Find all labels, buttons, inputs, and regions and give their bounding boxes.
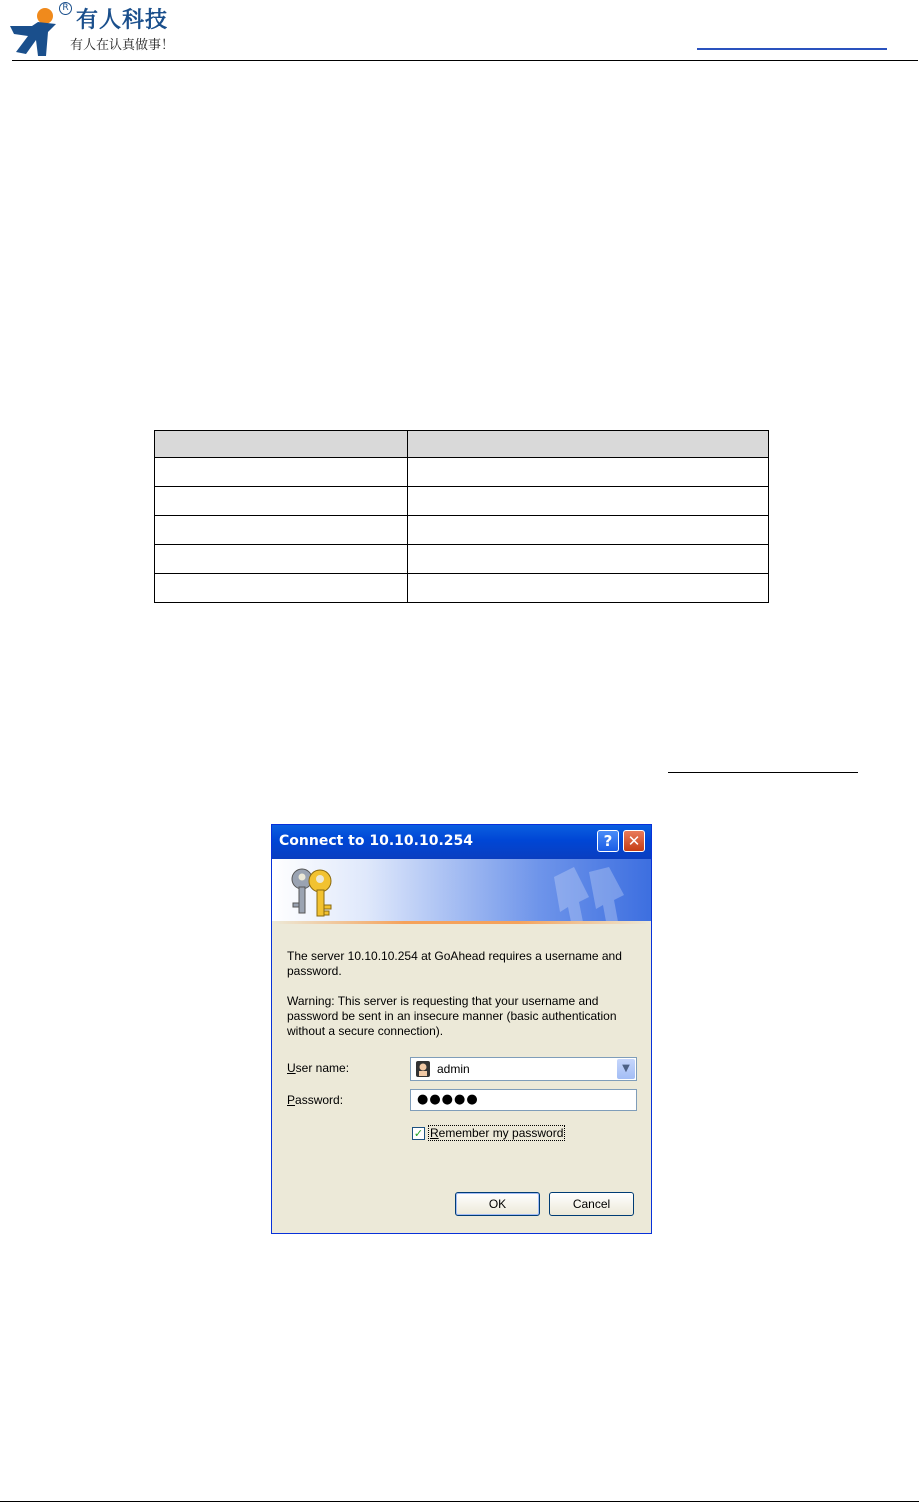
table-cell <box>155 458 408 487</box>
login-dialog <box>271 824 652 1234</box>
chevron-down-icon[interactable]: ▼ <box>617 1059 635 1079</box>
username-label <box>287 1061 349 1075</box>
cancel-button[interactable]: Cancel <box>549 1192 634 1216</box>
table-header-row <box>155 431 769 458</box>
header-link-underline[interactable] <box>697 48 887 50</box>
table-cell <box>408 545 769 574</box>
ok-button[interactable]: OK <box>455 1192 540 1216</box>
username-label-accesskey: U <box>287 1061 296 1075</box>
table-header-cell <box>155 431 408 458</box>
table-cell <box>408 458 769 487</box>
dialog-title: Connect to 10.10.10.254 <box>279 833 473 849</box>
username-label-text: ser name: <box>295 1061 350 1075</box>
password-label-accesskey: P <box>287 1093 296 1107</box>
dialog-titlebar[interactable] <box>272 825 651 859</box>
table-cell <box>408 574 769 603</box>
table-cell <box>155 516 408 545</box>
keys-icon <box>286 867 344 919</box>
remember-label[interactable] <box>428 1125 565 1141</box>
user-icon <box>416 1061 430 1077</box>
remember-label-accesskey: R <box>430 1126 439 1140</box>
table-cell <box>408 516 769 545</box>
table-row <box>155 487 769 516</box>
table-cell <box>155 487 408 516</box>
dialog-message: The server 10.10.10.254 at GoAhead requires a username and password. <box>287 949 622 978</box>
table-row <box>155 574 769 603</box>
help-button[interactable]: ? <box>597 830 619 852</box>
password-field[interactable] <box>410 1089 637 1111</box>
table-row <box>155 458 769 487</box>
registered-mark: R <box>59 2 72 15</box>
username-value: admin <box>437 1062 470 1076</box>
banner-keys-watermark-icon <box>534 867 634 923</box>
remember-checkbox[interactable]: ✓ <box>413 1127 424 1140</box>
footer-rule <box>0 1501 919 1502</box>
header-rule <box>12 60 918 61</box>
username-combobox[interactable] <box>410 1057 637 1081</box>
company-logo <box>8 2 248 58</box>
table-cell <box>408 487 769 516</box>
table-row <box>155 545 769 574</box>
password-label-text: assword: <box>295 1093 344 1107</box>
banner-divider <box>272 921 651 924</box>
password-label <box>287 1093 343 1107</box>
parameter-table <box>154 430 769 603</box>
remember-label-text: emember my password <box>438 1126 564 1140</box>
table-cell <box>155 545 408 574</box>
logo-person-icon <box>8 4 64 58</box>
logo-slogan: 有人在认真做事！ <box>70 38 175 53</box>
logo-name: 有人科技 <box>76 8 169 33</box>
password-value: ●●●●● <box>417 1092 479 1107</box>
table-row <box>155 516 769 545</box>
table-cell <box>155 574 408 603</box>
table-header-cell <box>408 431 769 458</box>
inline-link-underline[interactable] <box>668 772 858 773</box>
dialog-warning: Warning: This server is requesting that your username and password be sent in an insecure manner (basic authentication without a secure connection). <box>287 994 617 1038</box>
close-button[interactable]: ✕ <box>623 830 645 852</box>
